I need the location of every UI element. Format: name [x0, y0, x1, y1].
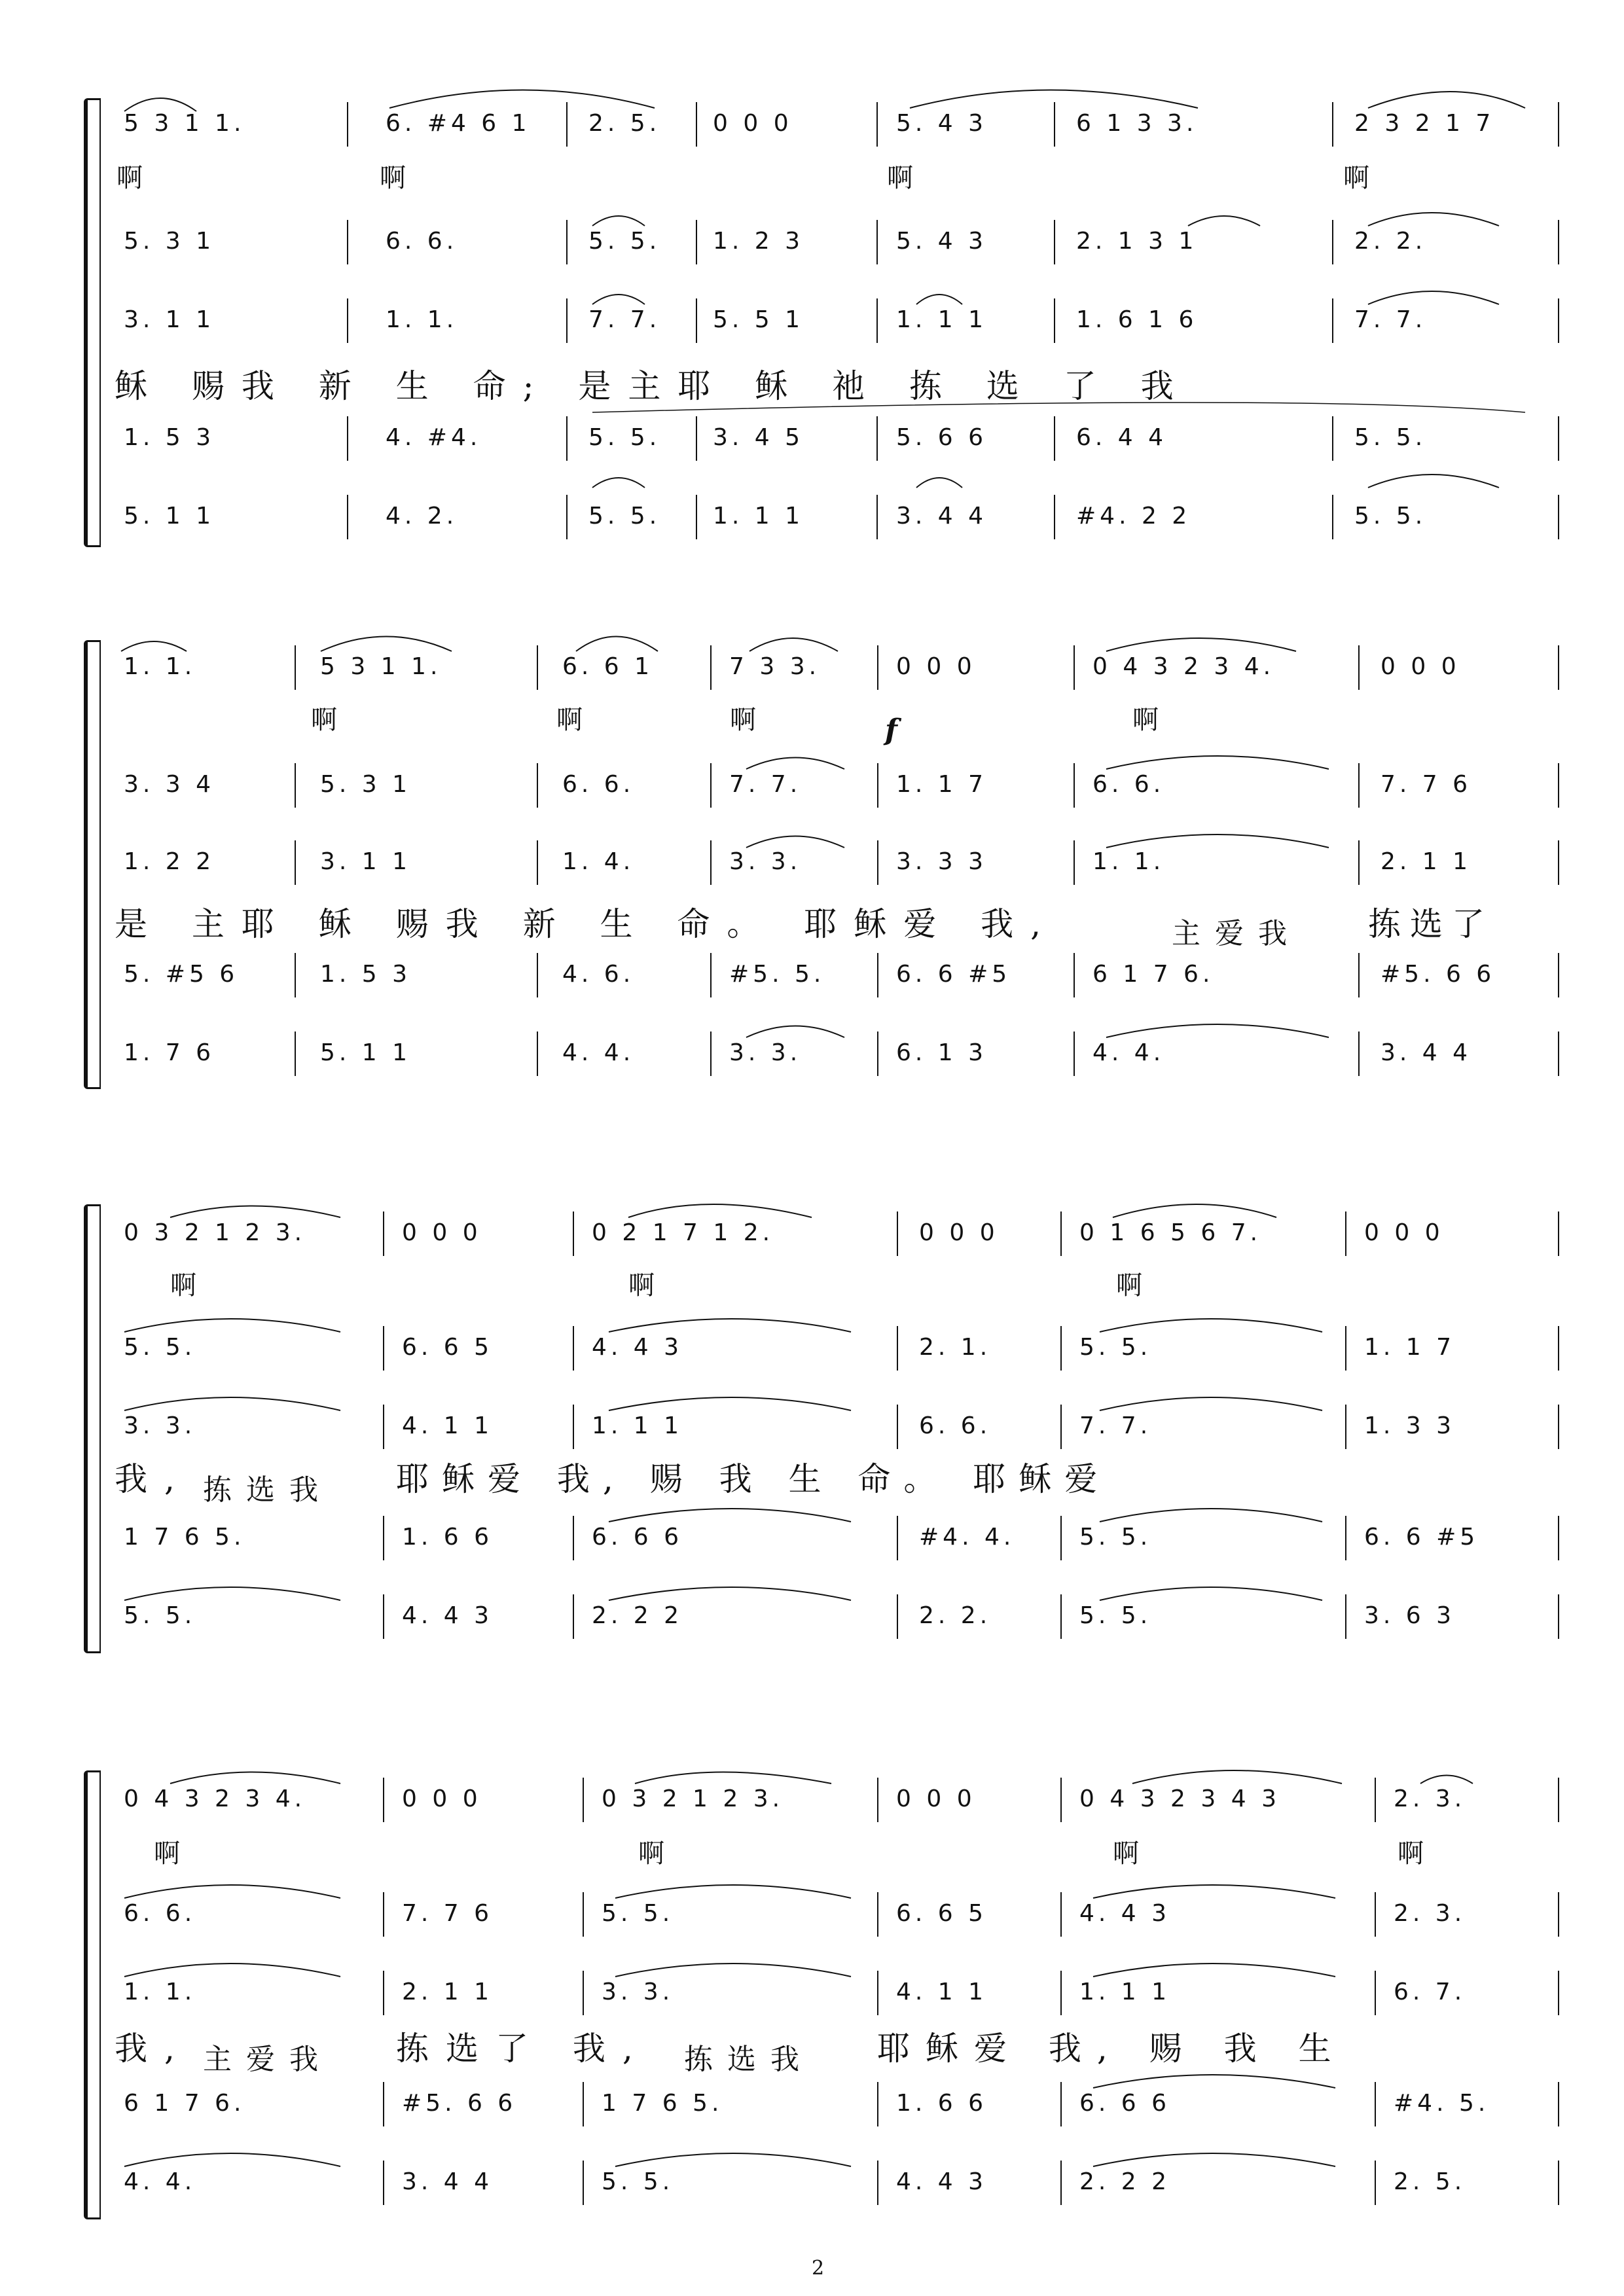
measure: 5. 5.	[124, 1334, 196, 1361]
measure: 6. 6 #5	[896, 961, 1011, 988]
measure: 4. 6.	[562, 961, 635, 988]
measure: 5. #5 6	[124, 961, 239, 988]
measure: 2 3 2 1 7	[1354, 110, 1495, 137]
measure: 3. 4 4	[402, 2168, 494, 2195]
measure: 5. 5.	[588, 228, 661, 255]
measure: 3. 3.	[602, 1979, 674, 2005]
lyrics-line-raised: 拣选我	[203, 1473, 333, 1507]
measure: 6. 6 1	[562, 653, 654, 680]
measure: 1. 6 6	[896, 2090, 988, 2117]
measure: 2. 2.	[1354, 228, 1427, 255]
measure: 5. 5.	[588, 503, 661, 529]
ah-syllable: 啊	[556, 705, 583, 735]
measure: 6. 6.	[124, 1900, 196, 1927]
measure: 5. 5.	[1079, 1334, 1152, 1361]
measure: 1 7 6 5.	[124, 1524, 245, 1551]
measure: 7 3 3.	[729, 653, 821, 680]
voice-3-row	[115, 843, 1555, 882]
measure: #4. 4.	[919, 1524, 1015, 1551]
measure: 2. 1 1	[402, 1979, 494, 2005]
measure: 5. 4 3	[896, 110, 988, 137]
measure: 5. 5.	[1079, 1602, 1152, 1629]
measure: 6 1 7 6.	[1092, 961, 1214, 988]
measure: 0 4 3 2 3 4.	[124, 1785, 306, 1812]
voice-5-row	[115, 2163, 1555, 2202]
voice-1-row	[115, 648, 1555, 687]
measure: 1. 1.	[124, 653, 196, 680]
voice-4-row	[115, 419, 1555, 458]
measure: 3. 4 4	[896, 503, 988, 529]
measure: 0 0 0	[402, 1219, 482, 1246]
measure: #4. 5.	[1394, 2090, 1490, 2117]
measure: 5 3 1 1.	[320, 653, 442, 680]
measure: 0 0 0	[896, 1785, 976, 1812]
measure: 2. 1 1	[1380, 848, 1472, 875]
voice-5-row	[115, 497, 1555, 537]
measure: 5. 1 1	[124, 503, 215, 529]
system-bracket	[84, 98, 99, 547]
measure: 0 4 3 2 3 4 3	[1079, 1785, 1280, 1812]
measure: 1. 1 7	[1364, 1334, 1456, 1361]
measure: 1. 2 2	[124, 848, 215, 875]
ah-syllable: 啊	[1398, 1839, 1424, 1869]
ah-syllable: 啊	[1343, 163, 1369, 193]
measure: 3. 3 3	[896, 848, 988, 875]
measure: 0 3 2 1 2 3.	[124, 1219, 306, 1246]
measure: 2. 2 2	[1079, 2168, 1171, 2195]
ah-syllable: 啊	[730, 705, 756, 735]
measure: 2. 3.	[1394, 1900, 1466, 1927]
measure: 3. 6 3	[1364, 1602, 1456, 1629]
measure: 0 0 0	[919, 1219, 999, 1246]
measure: 7. 7 6	[1380, 771, 1472, 798]
measure: 2. 1.	[919, 1334, 992, 1361]
ah-syllable: 啊	[1113, 1839, 1139, 1869]
measure: 5. 6 6	[896, 424, 988, 451]
measure: 3. 1 1	[124, 306, 215, 333]
lyrics-line: 稣 赐我 新 生 命; 是主耶 稣 祂 拣 选 了 我	[115, 367, 1191, 405]
measure: 5. 5.	[602, 1900, 674, 1927]
measure: 4. 1 1	[402, 1412, 494, 1439]
lyrics-line-raised: 主爱我	[1172, 917, 1301, 950]
measure: 6. 6 #5	[1364, 1524, 1479, 1551]
voice-2-row	[115, 223, 1555, 262]
measure: 4. 4.	[562, 1039, 635, 1066]
lyrics-line-tail: 耶稣爱 我, 赐 我 生 命。 耶稣爱	[396, 1460, 1111, 1498]
measure: 0 0 0	[402, 1785, 482, 1812]
measure: 5. 3 1	[124, 228, 215, 255]
voice-3-row	[115, 1973, 1555, 2013]
voice-1-row	[115, 1780, 1555, 1820]
measure: #4. 2 2	[1076, 503, 1191, 529]
ah-syllable: 啊	[1132, 705, 1159, 735]
page-number: 2	[812, 2257, 825, 2280]
measure: 7. 7.	[729, 771, 802, 798]
measure: 3. 1 1	[320, 848, 412, 875]
measure: 1. 4.	[562, 848, 635, 875]
measure: 1 7 6 5.	[602, 2090, 723, 2117]
voice-4-row	[115, 956, 1555, 995]
measure: 4. 4 3	[896, 2168, 988, 2195]
measure: 3. 3.	[729, 1039, 802, 1066]
measure: 1. 1.	[1092, 848, 1165, 875]
dynamic-forte: f	[885, 713, 897, 747]
system-bracket-line	[99, 1770, 101, 2219]
measure: 4. 4 3	[402, 1602, 494, 1629]
measure: 1. 1 1	[592, 1412, 683, 1439]
measure: 7. 7 6	[402, 1900, 494, 1927]
measure: 0 1 6 5 6 7.	[1079, 1219, 1262, 1246]
measure: 4. 2.	[386, 503, 458, 529]
system-bracket	[84, 1204, 99, 1653]
lyrics-line: 是 主耶 稣 赐我 新 生 命。 耶稣爱 我,	[115, 905, 1058, 943]
measure: 2. 5.	[1394, 2168, 1466, 2195]
measure: 1. 1 1	[896, 306, 988, 333]
measure: 1. 7 6	[124, 1039, 215, 1066]
measure: 6. #4 6 1	[386, 110, 531, 137]
voice-3-row	[115, 301, 1555, 340]
measure: 5. 5.	[1079, 1524, 1152, 1551]
measure: 5. 5.	[602, 2168, 674, 2195]
measure: 0 0 0	[896, 653, 976, 680]
measure: 1. 1.	[386, 306, 458, 333]
measure: 3. 3.	[729, 848, 802, 875]
measure: 0 0 0	[1380, 653, 1460, 680]
voice-1-row	[115, 105, 1555, 144]
measure: 3. 4 4	[1380, 1039, 1472, 1066]
measure: #5. 6 6	[1380, 961, 1496, 988]
measure: 2. 2 2	[592, 1602, 683, 1629]
measure: 6. 7.	[1394, 1979, 1466, 2005]
measure: 7. 7.	[1079, 1412, 1152, 1439]
measure: 1. 5 3	[124, 424, 215, 451]
system-bracket-line	[99, 98, 101, 547]
measure: 1. 6 1 6	[1076, 306, 1198, 333]
measure: 5. 5.	[124, 1602, 196, 1629]
voice-2-row	[115, 766, 1555, 805]
measure: 0 2 1 7 1 2.	[592, 1219, 774, 1246]
measure: 5. 5.	[1354, 503, 1427, 529]
ah-syllable: 啊	[311, 705, 337, 735]
measure: 1. 1.	[124, 1979, 196, 2005]
measure: 2. 1 3 1	[1076, 228, 1198, 255]
measure: 6. 6 6	[592, 1524, 683, 1551]
measure: #5. 5.	[729, 961, 825, 988]
voice-2-row	[115, 1329, 1555, 1368]
measure: 2. 2.	[919, 1602, 992, 1629]
measure: 4. 1 1	[896, 1979, 988, 2005]
voice-5-row	[115, 1034, 1555, 1073]
measure: 6 1 7 6.	[124, 2090, 245, 2117]
measure: 5. 5.	[1354, 424, 1427, 451]
measure: 1. 1 1	[1079, 1979, 1171, 2005]
measure: 5 3 1 1.	[124, 110, 245, 137]
measure: 4. 4 3	[592, 1334, 683, 1361]
measure: 2. 5.	[588, 110, 661, 137]
ah-syllable: 啊	[380, 163, 406, 193]
lyrics-line-raised-2: 拣选我	[684, 2043, 814, 2076]
measure: 6. 6 5	[896, 1900, 988, 1927]
measure: 0 0 0	[713, 110, 793, 137]
measure: 0 3 2 1 2 3.	[602, 1785, 784, 1812]
measure: 2. 3.	[1394, 1785, 1466, 1812]
measure: 7. 7.	[1354, 306, 1427, 333]
measure: 7. 7.	[588, 306, 661, 333]
system-bracket	[84, 640, 99, 1089]
measure: 6. 6.	[562, 771, 635, 798]
measure: 5. 3 1	[320, 771, 412, 798]
ah-syllable: 啊	[117, 163, 143, 193]
measure: 4. 4.	[1092, 1039, 1165, 1066]
voice-3-row	[115, 1407, 1555, 1446]
measure: 4. #4.	[386, 424, 482, 451]
lyrics-line: 我,	[115, 2030, 192, 2068]
system-bracket-line	[99, 640, 101, 1089]
measure: 6. 6 5	[402, 1334, 494, 1361]
measure: 5. 5.	[588, 424, 661, 451]
measure: 5. 4 3	[896, 228, 988, 255]
lyrics-line-mid: 拣选了 我,	[396, 2030, 650, 2068]
measure: 4. 4 3	[1079, 1900, 1171, 1927]
measure: 1. 3 3	[1364, 1412, 1456, 1439]
measure: 5. 5 1	[713, 306, 804, 333]
measure: 3. 3.	[124, 1412, 196, 1439]
voice-1-row	[115, 1214, 1555, 1253]
voice-2-row	[115, 1895, 1555, 1934]
measure: 0 4 3 2 3 4.	[1092, 653, 1275, 680]
ah-syllable: 啊	[638, 1839, 664, 1869]
lyrics-line: 我,	[115, 1460, 192, 1498]
measure: 1. 6 6	[402, 1524, 494, 1551]
measure: 1. 5 3	[320, 961, 412, 988]
measure: 3. 3 4	[124, 771, 215, 798]
measure: #5. 6 6	[402, 2090, 517, 2117]
voice-5-row	[115, 1597, 1555, 1636]
measure: 6. 6.	[386, 228, 458, 255]
voice-4-row	[115, 2085, 1555, 2124]
measure: 6. 6 6	[1079, 2090, 1171, 2117]
lyrics-line-tail: 拣选了	[1368, 905, 1494, 943]
measure: 0 0 0	[1364, 1219, 1444, 1246]
lyrics-line-tail: 耶稣爱 我, 赐 我 生	[877, 2030, 1347, 2068]
measure: 1. 2 3	[713, 228, 804, 255]
ah-syllable: 啊	[1116, 1270, 1142, 1300]
ah-syllable: 啊	[628, 1270, 655, 1300]
system-bracket	[84, 1770, 99, 2219]
measure: 6. 4 4	[1076, 424, 1168, 451]
ah-syllable: 啊	[887, 163, 913, 193]
ah-syllable: 啊	[154, 1839, 180, 1869]
measure: 6. 1 3	[896, 1039, 988, 1066]
measure: 6 1 3 3.	[1076, 110, 1198, 137]
measure: 6. 6.	[919, 1412, 992, 1439]
measure: 3. 4 5	[713, 424, 804, 451]
measure: 1. 1 7	[896, 771, 988, 798]
measure: 4. 4.	[124, 2168, 196, 2195]
measure: 1. 1 1	[713, 503, 804, 529]
voice-4-row	[115, 1518, 1555, 1558]
lyrics-line-raised: 主爱我	[203, 2043, 333, 2076]
measure: 5. 1 1	[320, 1039, 412, 1066]
ah-syllable: 啊	[170, 1270, 196, 1300]
measure: 6. 6.	[1092, 771, 1165, 798]
system-bracket-line	[99, 1204, 101, 1653]
